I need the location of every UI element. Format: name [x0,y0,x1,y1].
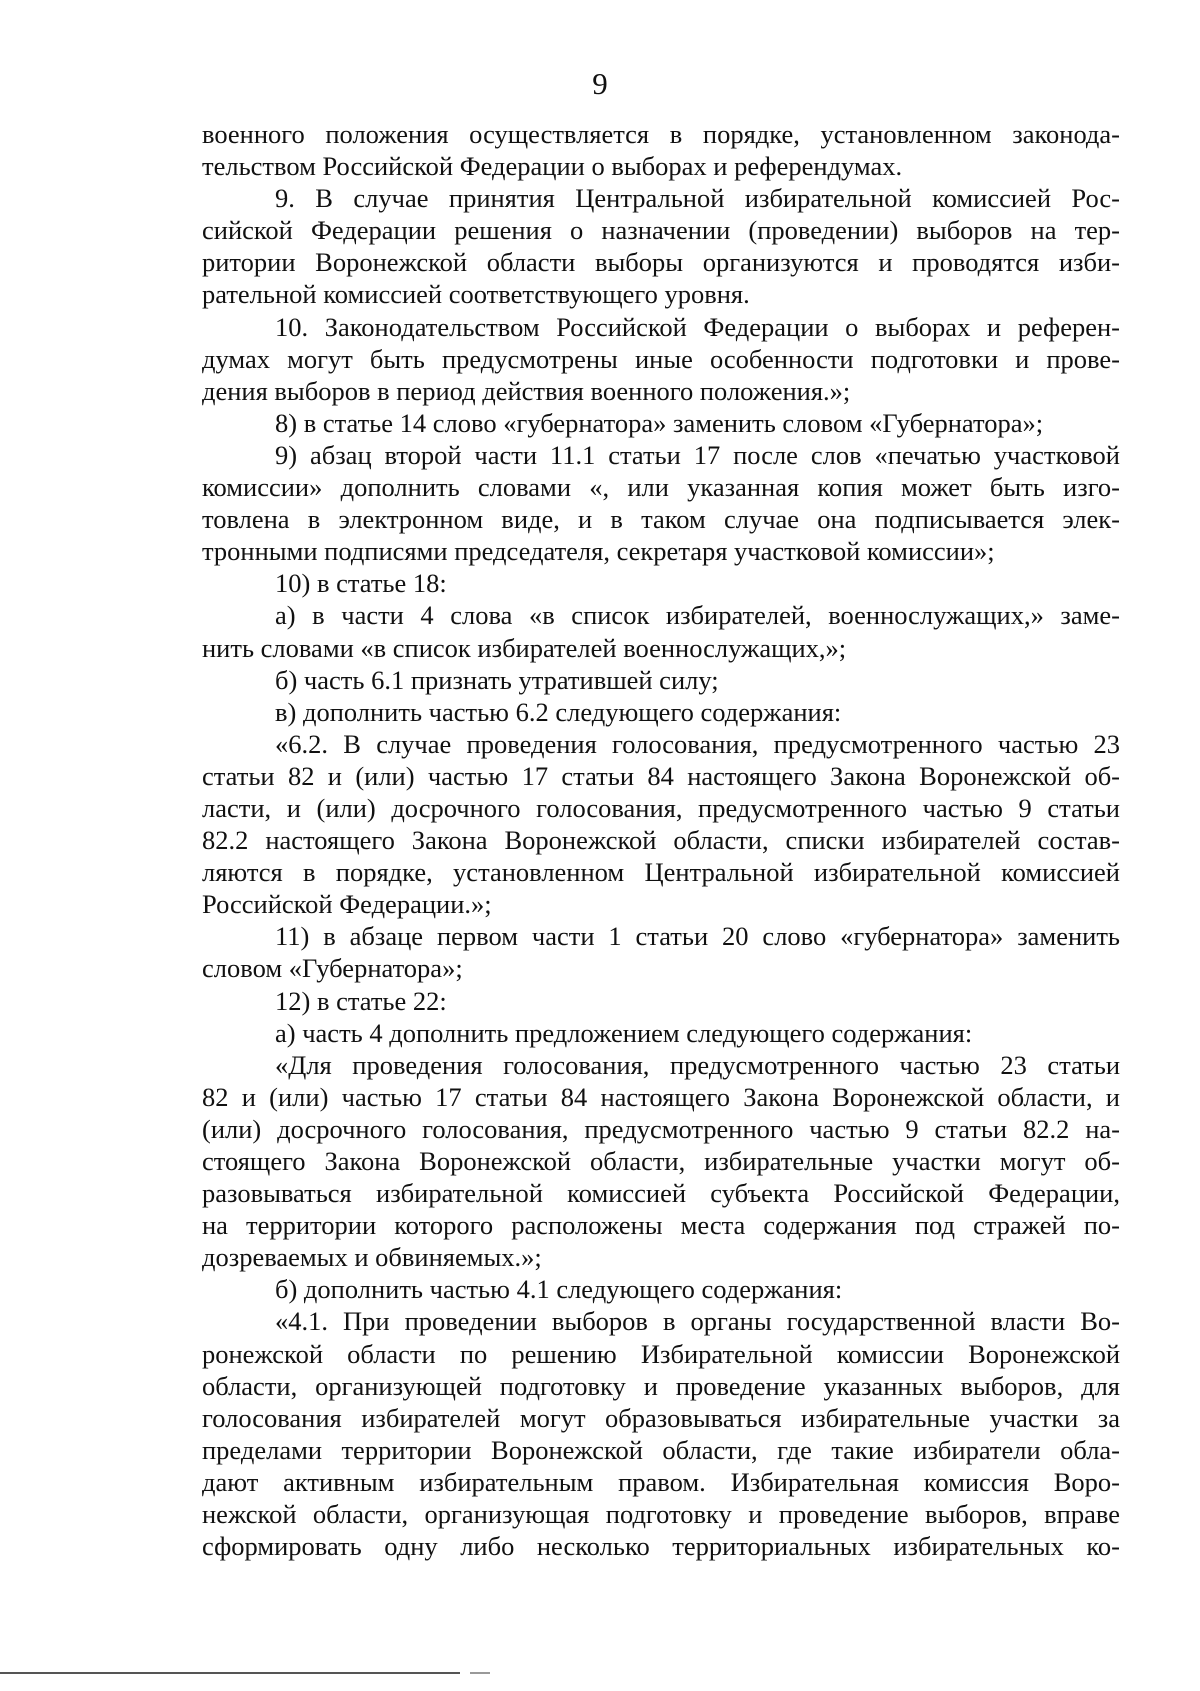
text-line: думах могут быть предусмотрены иные особенности подготовки и прове- [202,343,1120,374]
text-line: а) в части 4 слова «в список избирателей, военнослужащих,» заме- [275,600,1120,631]
text-line: на территории которого расположены места содержания под стражей по- [202,1210,1120,1241]
text-line: (или) досрочного голосования, предусмотренного частью 9 статьи 82.2 на- [202,1113,1120,1144]
text-line: рательной комиссией соответствующего уровня. [202,279,750,310]
text-line: сформировать одну либо несколько территориальных избирательных ко- [202,1531,1120,1562]
page-number: 9 [592,66,608,101]
text-line: «Для проведения голосования, предусмотренного частью 23 статьи [275,1049,1120,1080]
text-line: «4.1. При проведении выборов в органы государственной власти Во- [275,1306,1120,1337]
text-line: нежской области, организующая подготовку и проведение выборов, вправе [202,1499,1120,1530]
text-line: 82 и (или) частью 17 статьи 84 настоящего Закона Воронежской области, и [202,1081,1120,1112]
text-line: нить словами «в список избирателей военнослужащих,»; [202,632,847,663]
text-line: 9) абзац второй части 11.1 статьи 17 после слов «печатью участковой [275,439,1120,470]
text-line: 8) в статье 14 слово «губернатора» заменить словом «Губернатора»; [275,407,1044,438]
text-line: области, организующей подготовку и проведение указанных выборов, для [202,1370,1120,1401]
text-line: а) часть 4 дополнить предложением следующего содержания: [275,1017,973,1048]
text-line: пределами территории Воронежской области, где такие избиратели обла- [202,1434,1120,1465]
text-line: ляются в порядке, установленном Центральной избирательной комиссией [202,857,1120,888]
text-line: б) дополнить частью 4.1 следующего содержания: [275,1274,843,1305]
text-line: разовываться избирательной комиссией субъекта Российской Федерации, [202,1178,1120,1209]
body-text [202,118,1120,1562]
text-line: статьи 82 и (или) частью 17 статьи 84 настоящего Закона Воронежской об- [202,760,1120,791]
text-line: 9. В случае принятия Центральной избирательной комиссией Рос- [275,183,1120,214]
text-line: б) часть 6.1 признать утратившей силу; [275,664,719,695]
text-line: «6.2. В случае проведения голосования, предусмотренного частью 23 [275,728,1120,759]
text-line: дозреваемых и обвиняемых.»; [202,1242,542,1273]
text-line: голосования избирателей могут образовываться избирательные участки за [202,1402,1120,1433]
text-line: товлена в электронном виде, и в таком случае она подписывается элек- [202,504,1120,535]
text-line: ласти, и (или) досрочного голосования, предусмотренного частью 9 статьи [202,792,1120,823]
text-line: 10) в статье 18: [275,568,447,599]
text-line: комиссии» дополнить словами «, или указанная копия может быть изго- [202,472,1120,503]
text-line: ронежской области по решению Избирательной комиссии Воронежской [202,1338,1120,1369]
text-line: тельством Российской Федерации о выборах и референдумах. [202,151,903,182]
text-line: 12) в статье 22: [275,985,447,1016]
bottom-scan-edge-line [0,1672,460,1674]
text-line: 11) в абзаце первом части 1 статьи 20 слово «губернатора» заменить [275,921,1120,952]
text-line: военного положения осуществляется в порядке, установленном законода- [202,119,1120,149]
text-line: тронными подписями председателя, секретаря участковой комиссии»; [202,536,995,567]
text-line: 82.2 настоящего Закона Воронежской области, списки избирателей состав- [202,825,1120,856]
text-line: 10. Законодательством Российской Федерации о выборах и референ- [275,311,1120,342]
text-line: дают активным избирательным правом. Избирательная комиссия Воро- [202,1466,1120,1497]
text-line: в) дополнить частью 6.2 следующего содержания: [275,696,842,727]
text-line: стоящего Закона Воронежской области, избирательные участки могут об- [202,1146,1120,1176]
bottom-scan-edge-mark [470,1672,490,1674]
text-line: сийской Федерации решения о назначении (проведении) выборов на тер- [202,215,1120,246]
text-line: ритории Воронежской области выборы организуются и проводятся изби- [202,247,1120,278]
text-line: словом «Губернатора»; [202,953,463,984]
text-line: Российской Федерации.»; [202,889,492,920]
text-line: дения выборов в период действия военного положения.»; [202,375,851,406]
